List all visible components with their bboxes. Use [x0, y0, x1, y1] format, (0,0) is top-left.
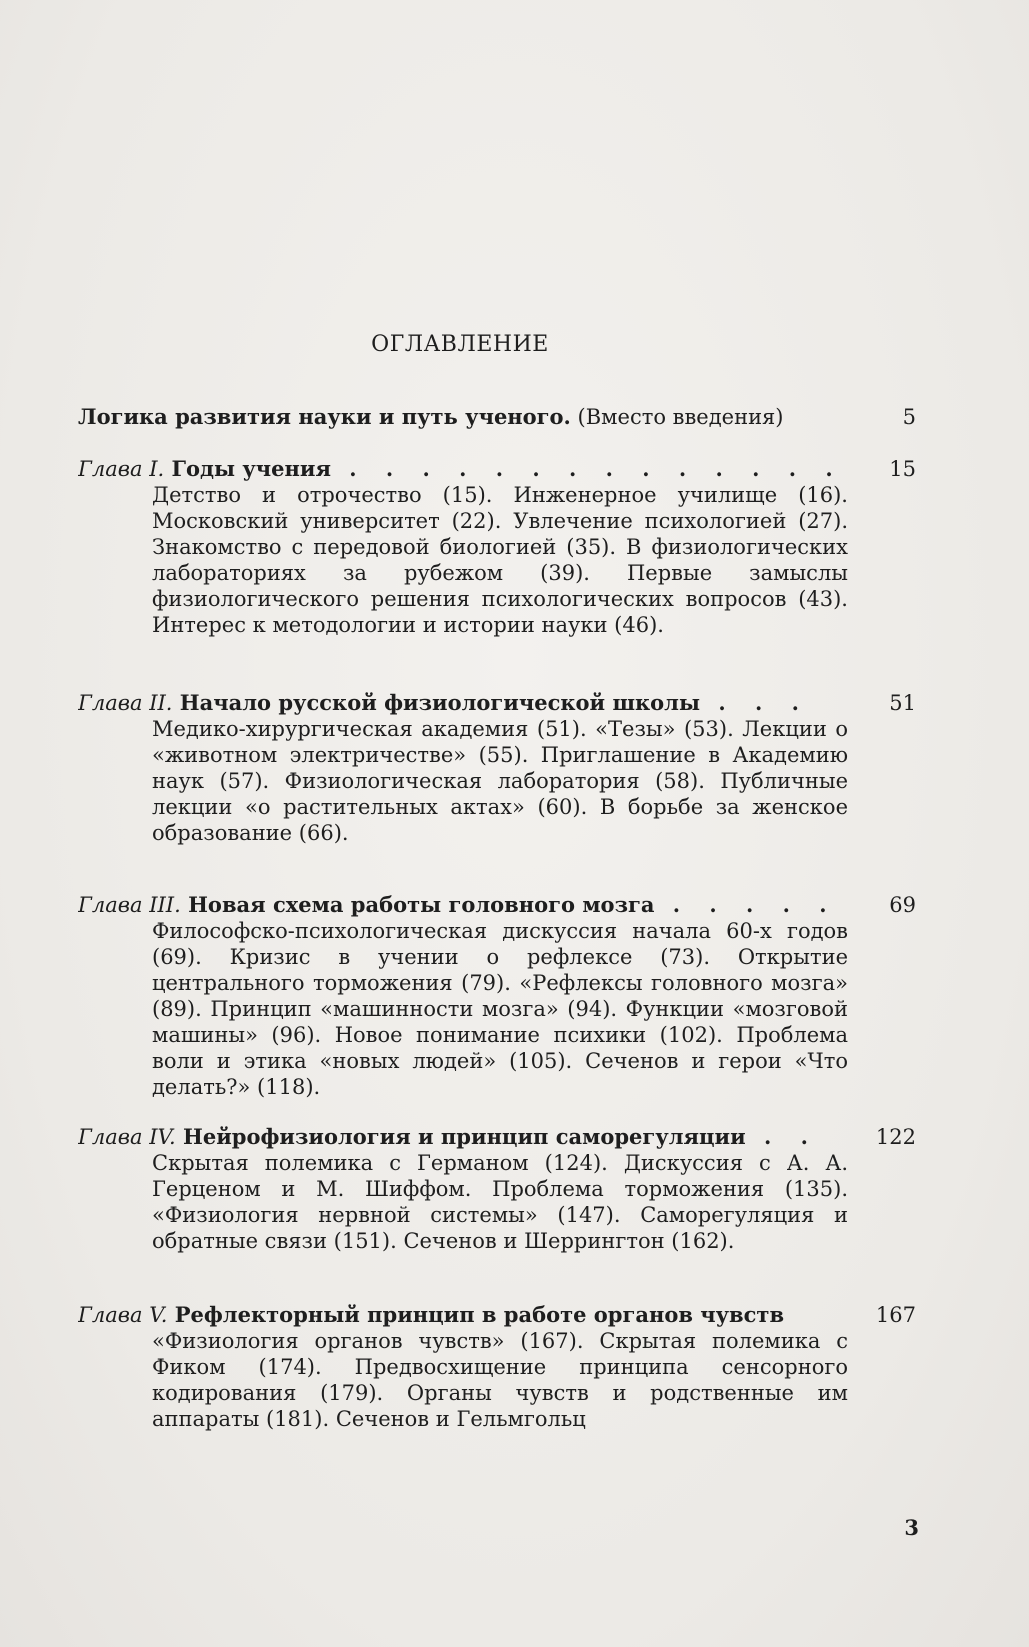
chapter-name: Годы учения [164, 456, 331, 481]
chapter-label: Глава III. [78, 893, 181, 917]
chapter-heading [78, 1124, 848, 1150]
chapter-heading [78, 690, 848, 716]
chapter-heading [78, 1302, 848, 1328]
chapter-page-number-5: 167 [875, 1303, 916, 1327]
intro-page-number: 5 [902, 405, 916, 429]
leader-dots: . . . . . [654, 892, 838, 917]
chapter-heading [78, 892, 848, 918]
intro-entry [78, 404, 848, 430]
chapter-entry-4 [78, 1124, 848, 1254]
chapter-entry-1 [78, 456, 848, 638]
chapter-name: Новая схема работы головного мозга [180, 892, 655, 917]
page-title: ОГЛАВЛЕНИЕ [371, 332, 549, 357]
chapter-label: Глава IV. [78, 1125, 176, 1149]
intro-title: Логика развития науки и путь ученого. [78, 404, 571, 429]
leader-dots: . . [745, 1124, 819, 1149]
intro-subtitle: (Вместо введения) [570, 405, 784, 429]
chapter-contents: Детство и отрочество (15). Инженерное училище (16). Московский университет (22). Увлечение психологией (27). Знакомство с передовой биологией (35). В физиологических лабораториях за рубежом (39). Первые замыслы физиологического решения психологических вопросов (43). Интерес к методологии и истории науки (46). [152, 483, 848, 637]
chapter-page-number-1: 15 [889, 457, 916, 481]
chapter-contents: Философско-психологическая дискуссия начала 60-х годов (69). Кризис в учении о рефлексе (73). Открытие центрального торможения (79). «Рефлексы головного мозга» (89). Принцип «машинности мозга» (94). Функции «мозговой машины» (96). Новое понимание психики (102). Проблема воли и этика «новых людей» (105). Сеченов и герои «Что делать?» (118). [152, 919, 848, 1099]
chapter-page-number-2: 51 [889, 691, 916, 715]
chapter-label: Глава I. [78, 457, 165, 481]
chapter-name: Нейрофизиология и принцип саморегуляции [175, 1124, 746, 1149]
chapter-label: Глава II. [78, 691, 173, 715]
chapter-name: Начало русской физиологической школы [172, 690, 701, 715]
chapter-contents: Медико-хирургическая академия (51). «Тезы» (53). Лекции о «животном электричестве» (55). Приглашение в Академию наук (57). Физиологическая лаборатория (58). Публичные лекции «о растительных актах» (60). В борьбе за женское образование (66). [152, 717, 848, 845]
chapter-label: Глава V. [78, 1303, 168, 1327]
chapter-page-number-4: 122 [875, 1125, 916, 1149]
chapter-heading [78, 456, 848, 482]
chapter-contents: Скрытая полемика с Германом (124). Дискуссия с А. А. Герценом и М. Шиффом. Проблема торможения (135). «Физиология нервной системы» (147). Саморегуляция и обратные связи (151). Сеченов и Шеррингтон (162). [152, 1151, 848, 1253]
chapter-contents: «Физиология органов чувств» (167). Скрытая полемика с Фиком (174). Предвосхищение принципа сенсорного кодирования (179). Органы чувств и родственные им аппараты (181). Сеченов и Гельмгольц [152, 1329, 848, 1431]
chapter-entry-3 [78, 892, 848, 1100]
chapter-entry-2 [78, 690, 848, 846]
folio-page-number: 3 [904, 1515, 919, 1540]
leader-dots: . . . [700, 690, 810, 715]
leader-dots: . . . . . . . . . . . . . . [331, 456, 844, 481]
chapter-name: Рефлекторный принцип в работе органов чувств [167, 1302, 785, 1327]
chapter-page-number-3: 69 [889, 893, 916, 917]
chapter-entry-5 [78, 1302, 848, 1432]
